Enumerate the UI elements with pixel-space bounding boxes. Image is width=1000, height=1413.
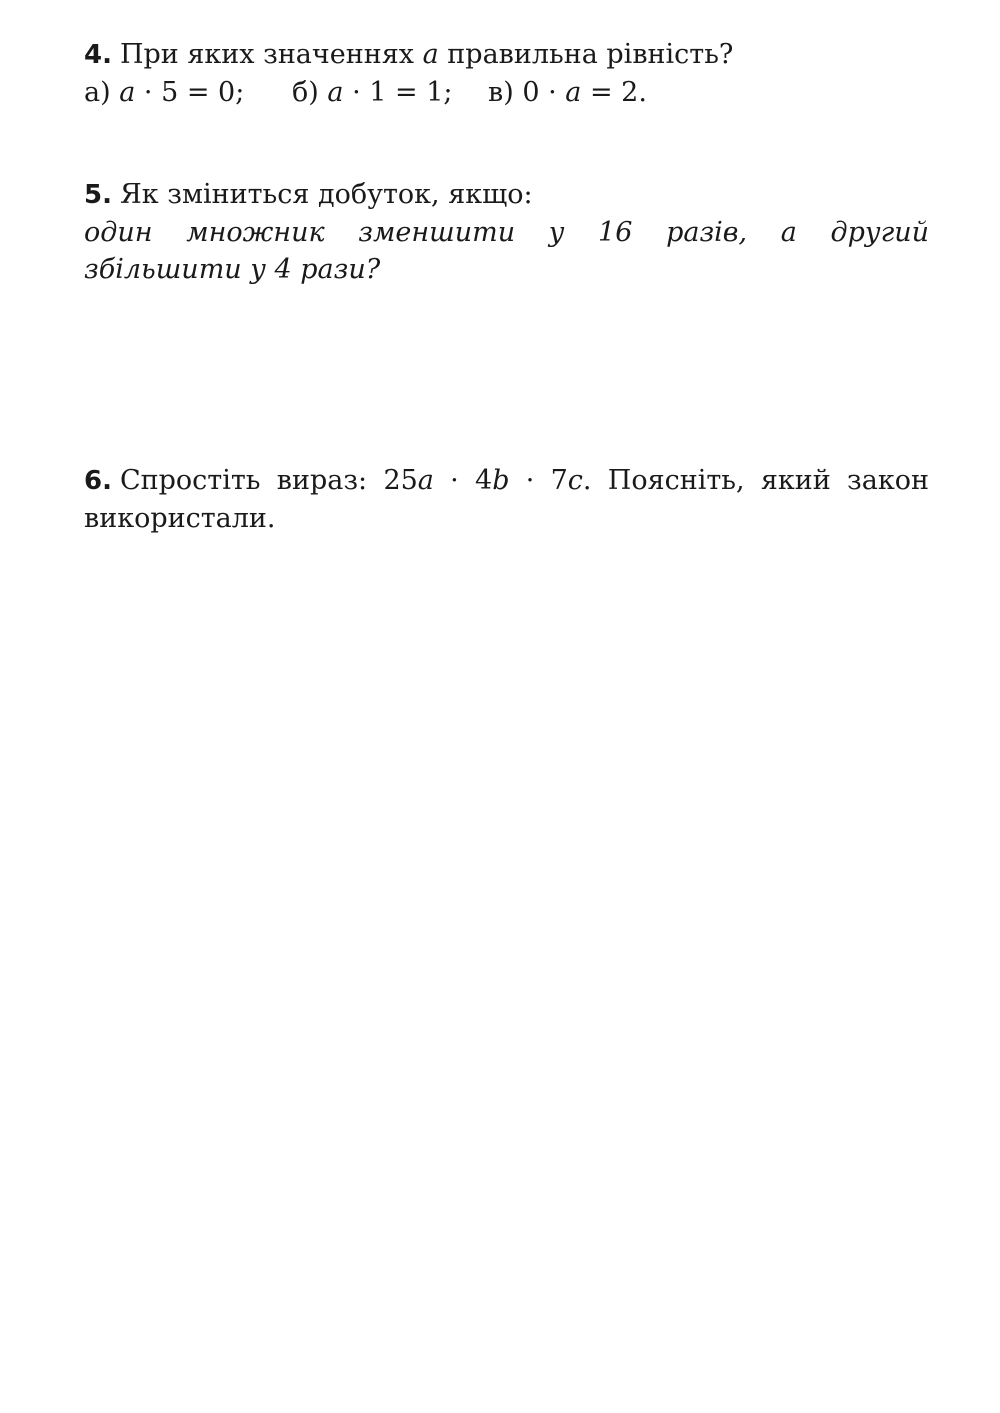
task-4 xyxy=(84,36,929,111)
expr-coef: · 4 xyxy=(433,465,493,496)
task-6 xyxy=(84,462,929,537)
option-label: б) xyxy=(292,77,319,108)
task-6-number: 6. xyxy=(84,466,112,496)
option-variable: a xyxy=(119,77,136,108)
task-6-text-before: Спростіть вираз: xyxy=(119,465,368,496)
option-variable: a xyxy=(565,77,582,108)
option-expression: · 5 = 0; xyxy=(135,77,245,108)
expr-var-a: a xyxy=(417,465,434,496)
expr-end: . xyxy=(582,465,592,496)
task-5-question-line xyxy=(84,176,929,214)
task-5-number: 5. xyxy=(84,180,112,210)
option-label: в) xyxy=(488,77,514,108)
option-expression: · 1 = 1; xyxy=(343,77,453,108)
task-4-number: 4. xyxy=(84,40,112,70)
task-4-option-a xyxy=(84,74,292,111)
task-4-question-line xyxy=(84,36,929,74)
expr-coef: · 7 xyxy=(509,465,568,496)
task-6-question-line xyxy=(84,462,929,500)
task-4-variable: a xyxy=(422,39,439,70)
task-5-question: Як зміниться добуток, якщо: xyxy=(119,179,533,210)
task-4-question-before: При яких значеннях xyxy=(119,39,414,70)
task-4-question-after: правильна рівність? xyxy=(447,39,734,70)
expr-coef: 25 xyxy=(383,465,418,496)
task-4-option-b xyxy=(292,74,488,111)
worksheet-page xyxy=(84,0,929,1413)
task-5-condition-line-2: збільшити у 4 рази? xyxy=(84,254,381,285)
task-5 xyxy=(84,176,929,288)
option-expression: = 2. xyxy=(581,77,647,108)
task-4-option-c xyxy=(488,74,647,111)
option-variable: a xyxy=(327,77,344,108)
expr-var-c: c xyxy=(567,465,583,496)
task-4-options xyxy=(84,74,929,111)
task-6-text-after: Поясніть, який закон xyxy=(607,465,929,496)
task-6-text-line-2: використали. xyxy=(84,503,276,534)
task-5-condition-line-1: один множник зменшити у 16 разів, а другий xyxy=(84,217,929,248)
expr-var-b: b xyxy=(492,465,510,496)
task-6-expression xyxy=(383,465,591,496)
option-expression-prefix: 0 · xyxy=(522,77,566,108)
option-label: а) xyxy=(84,77,111,108)
